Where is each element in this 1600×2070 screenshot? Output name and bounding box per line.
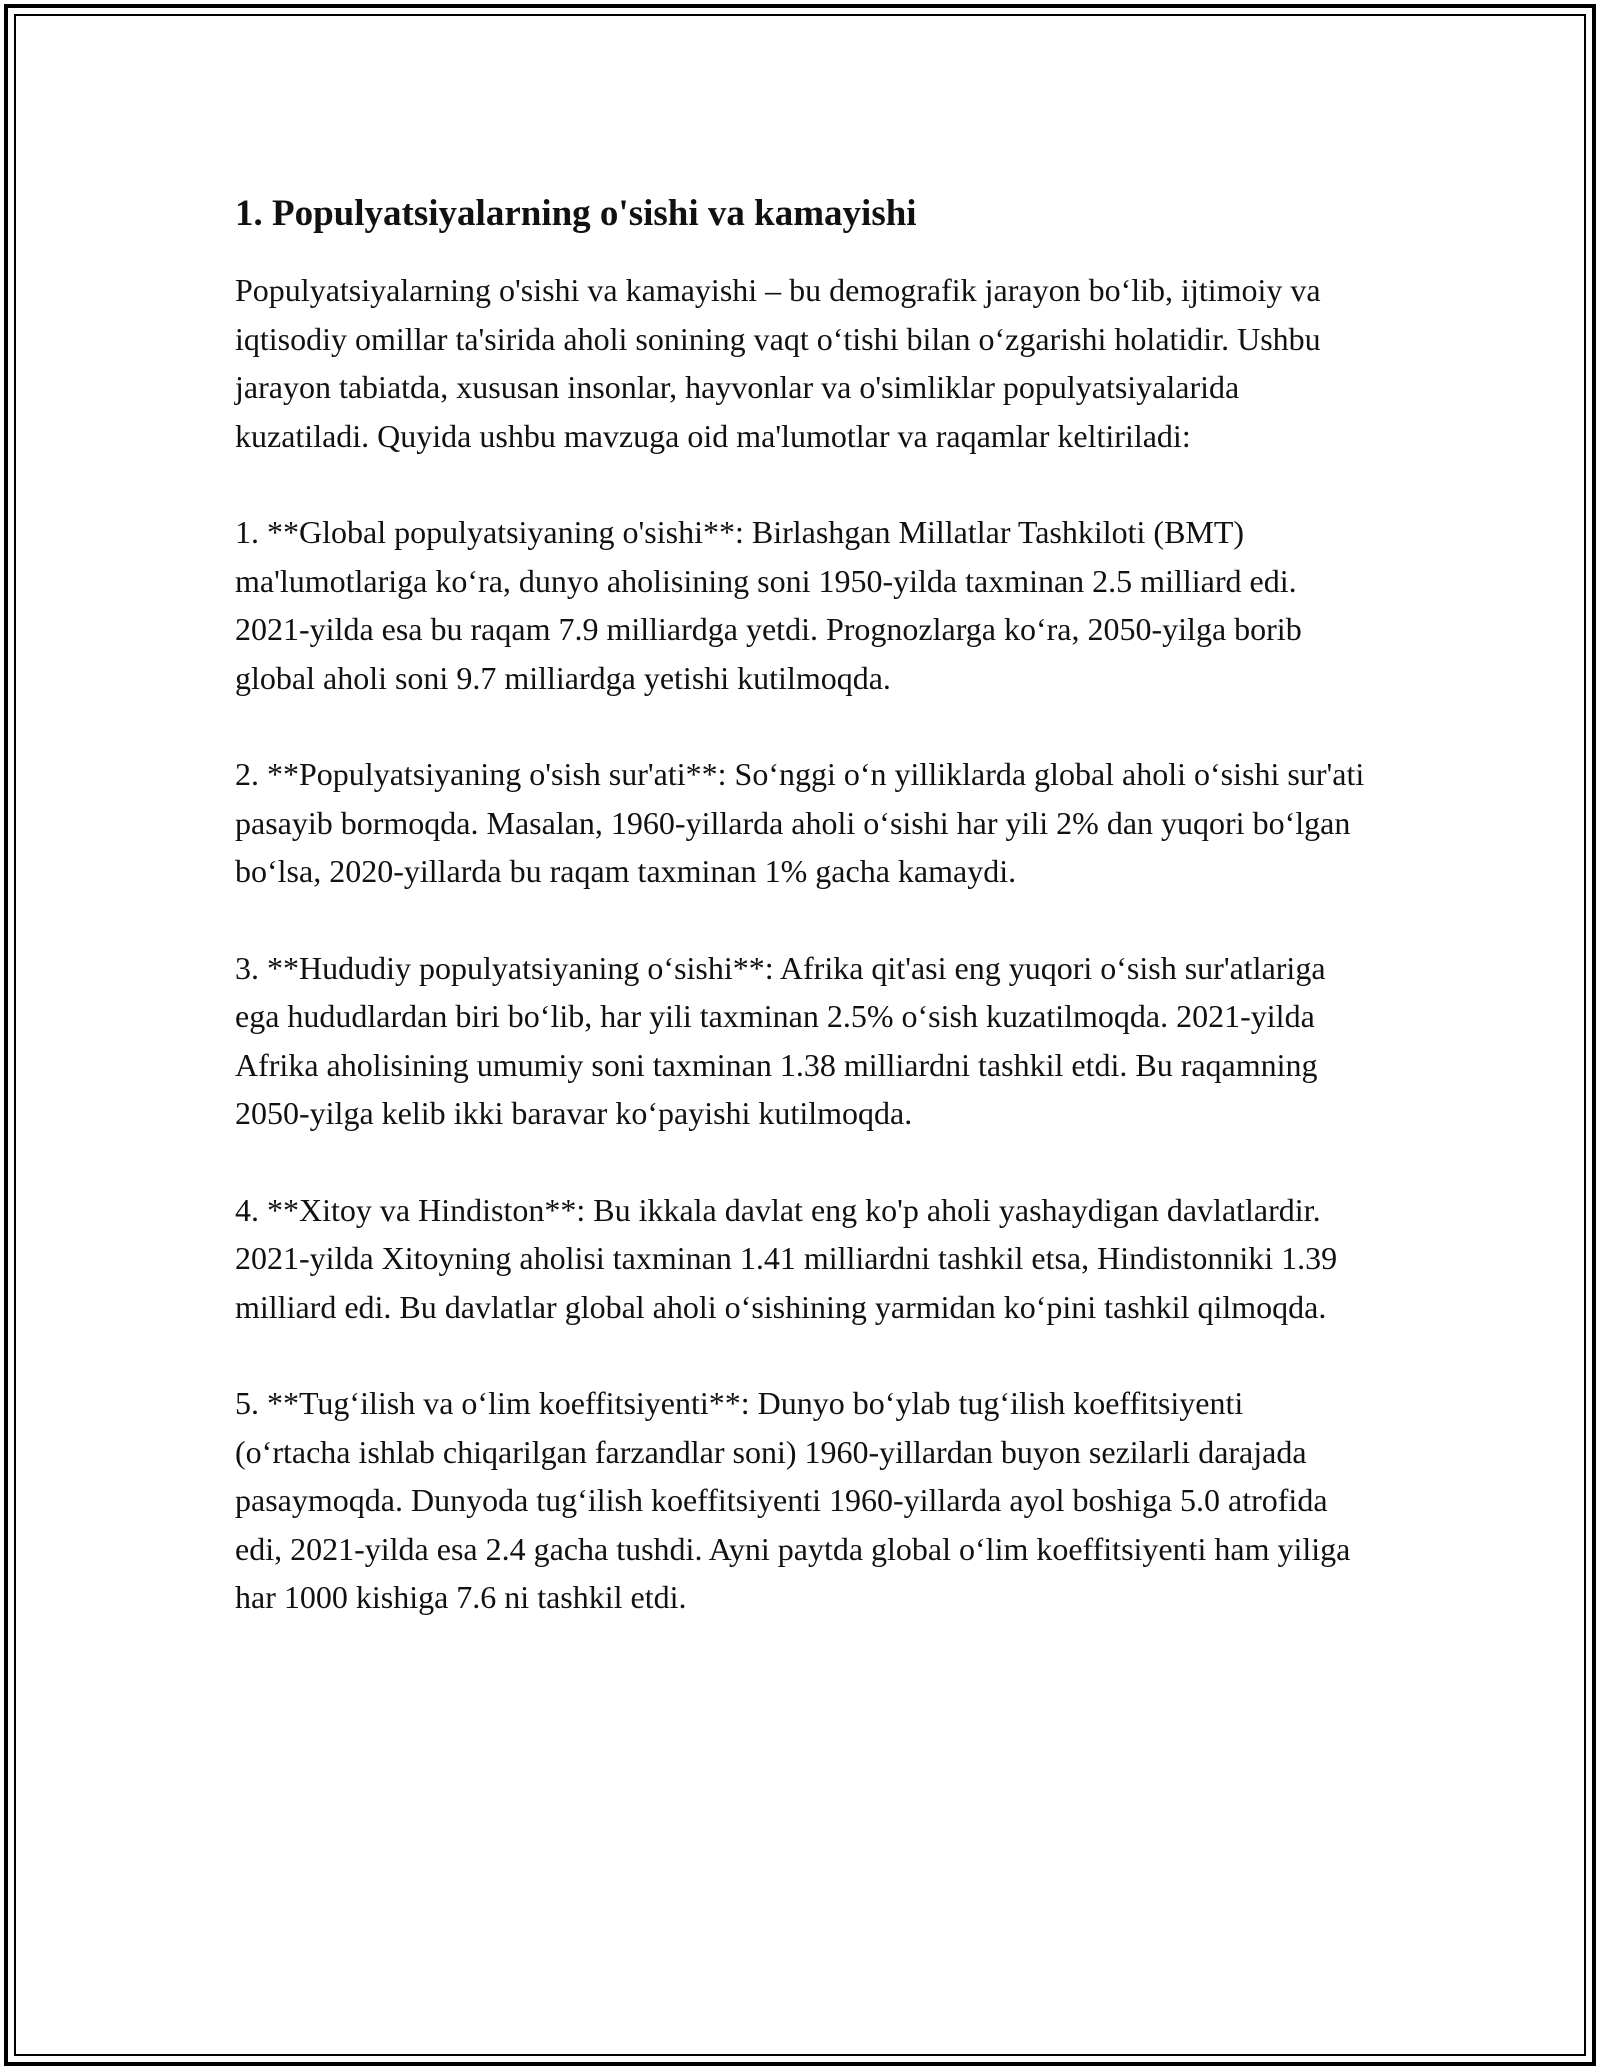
paragraph-global-growth: 1. **Global populyatsiyaning o'sishi**: Birlashgan Millatlar Tashkiloti (BMT) ma'lumotlariga ko‘ra, dunyo aholisining soni 1950-yilda taxminan 2.5 milliard edi. 2021-yilda esa bu raqam 7.9 milliardga yetdi. Prognozlarga ko‘ra, 2050-yilga borib global aholi soni 9.7 milliardga yetishi kutilmoqda. <box>235 514 1310 696</box>
paragraph-birth-death-rates: 5. **Tug‘ilish va o‘lim koeffitsiyenti**: Dunyo bo‘ylab tug‘ilish koeffitsiyenti (o‘rtacha ishlab chiqarilgan farzandlar soni) 1960-yillardan buyon sezilarli darajada pasaymoqda. Dunyoda tug‘ilish koeffitsiyenti 1960-yillarda ayol boshiga 5.0 atrofida edi, 2021-yilda esa 2.4 gacha tushdi. Ayni paytda global o‘lim koeffitsiyenti ham yiliga har 1000 kishiga 7.6 ni tashkil etdi. <box>235 1385 1359 1615</box>
intro-paragraph: Populyatsiyalarning o'sishi va kamayishi – bu demografik jarayon bo‘lib, ijtimoiy va iqtisodiy omillar ta'sirida aholi sonining vaqt o‘tishi bilan o‘zgarishi holatidir. Ushbu jarayon tabiatda, xususan insonlar, hayvonlar va o'simliklar populyatsiyalarida kuzatiladi. Quyida ushbu mavzuga oid ma'lumotlar va raqamlar keltiriladi: <box>235 272 1329 454</box>
paragraph-regional-growth: 3. **Hududiy populyatsiyaning o‘sishi**: Afrika qit'asi eng yuqori o‘sish sur'atlariga ega hududlardan biri bo‘lib, har yili taxminan 2.5% o‘sish kuzatilmoqda. 2021-yilda Afrika aholisining umumiy soni taxminan 1.38 milliardni tashkil etdi. Bu raqamning 2050-yilga kelib ikki baravar ko‘payishi kutilmoqda. <box>235 949 1334 1131</box>
document-body <box>235 188 1373 1622</box>
paragraph-china-india: 4. **Xitoy va Hindiston**: Bu ikkala davlat eng ko'p aholi yashaydigan davlatlardir. 2021-yilda Xitoyning aholisi taxminan 1.41 milliardni tashkil etsa, Hindistonniki 1.39 milliard edi. Bu davlatlar global aholi o‘sishining yarmidan ko‘pini tashkil qilmoqda. <box>235 1191 1346 1325</box>
paragraph-growth-rate: 2. **Populyatsiyaning o'sish sur'ati**: So‘nggi o‘n yilliklarda global aholi o‘sishi sur'ati pasayib bormoqda. Masalan, 1960-yillarda aholi o‘sishi har yili 2% dan yuqori bo‘lgan bo‘lsa, 2020-yillarda bu raqam taxminan 1% gacha kamaydi. <box>235 756 1373 889</box>
section-heading: 1. Populyatsiyalarning o'sishi va kamayishi <box>235 193 917 234</box>
